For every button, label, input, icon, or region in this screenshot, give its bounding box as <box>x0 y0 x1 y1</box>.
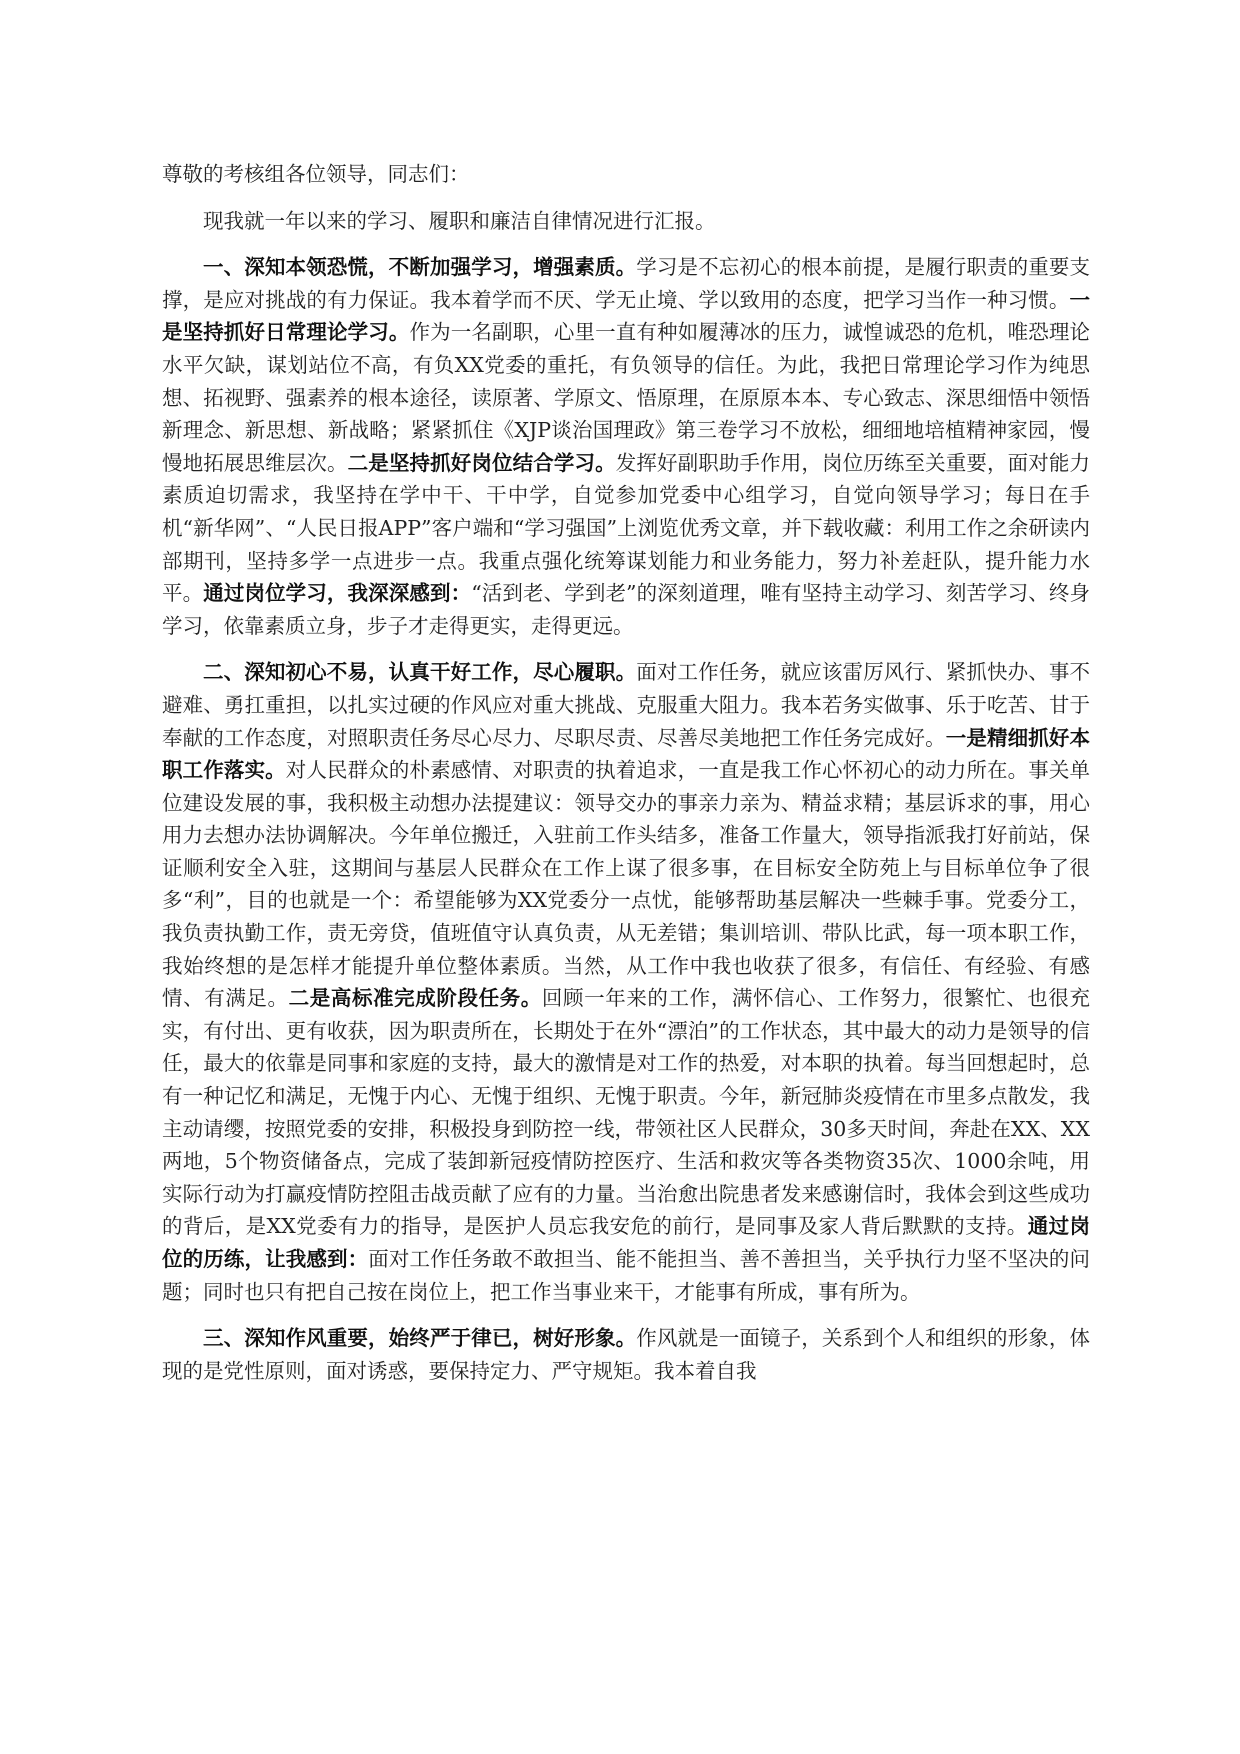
section-1-point-2-text: 发挥好副职助手作用，岗位历练至关重要，面对能力素质迫切需求，我坚持在学中干、干中学，自觉参加党委中心组学习，自觉向领导学习；每日在手机“新华网”、“人民日报APP”客户端和“学习强国”上浏览优秀文章，并下载收藏：利用工作之余研读内部期刊，坚持多学一点进步一点。我重点强化统筹谋划能力和业务能力，努力补差赶队，提升能力水平。 <box>162 450 1090 606</box>
section-1-summary-heading: 通过岗位学习，我深深感到： <box>203 581 472 606</box>
section-2-point-1-heading: 一是精细抓好本职工作落实。 <box>162 725 1090 783</box>
section-3-paragraph <box>162 1322 1090 1387</box>
document-page <box>162 158 1090 1401</box>
section-2-heading: 二、深知初心不易，认真干好工作，尽心履职。 <box>203 660 637 685</box>
salutation: 尊敬的考核组各位领导，同志们： <box>162 162 470 186</box>
section-2-summary-text: 面对工作任务敢不敢担当、能不能担当、善不善担当，关乎执行力坚不坚决的问题；同时也只有把自己按在岗位上，把工作当事业来干，才能事有所成，事有所为。 <box>162 1247 1090 1304</box>
section-3-heading: 三、深知作风重要，始终严于律已，树好形象。 <box>203 1326 637 1351</box>
section-2-summary-heading: 通过岗位的历练，让我感到： <box>162 1214 1091 1271</box>
intro-paragraph: 现我就一年以来的学习、履职和廉洁自律情况进行汇报。 <box>203 208 716 233</box>
section-1-summary-text: “活到老、学到老”的深刻道理，唯有坚持主动学习、刻苦学习、终身学习，依靠素质立身，步子才走得更实，走得更远。 <box>162 581 1091 638</box>
section-2-text: 面对工作任务，就应该雷厉风行、紧抓快办、事不避难、勇扛重担，以扎实过硬的作风应对重大挑战、克服重大阻力。我本若务实做事、乐于吃苦、甘于奉献的工作态度，对照职责任务尽心尽力、尽职尽责、尽善尽美地把工作任务完成好。 <box>162 660 1090 750</box>
section-1-point-1-text: 作为一名副职，心里一直有种如履薄冰的压力，诚惶诚恐的危机，唯恐理论水平欠缺，谋划站位不高，有负XX党委的重托，有负领导的信任。为此，我把日常理论学习作为纯思想、拓视野、强素养的根本途径，读原著、学原文、悟原理，在原原本本、专心致志、深思细悟中领悟新理念、新思想、新战略；紧紧抓住《XJP谈治国理政》第三卷学习不放松，细细地培植精神家园，慢慢地拓展思维层次。 <box>162 320 1090 475</box>
section-1-point-1-heading: 一是坚持抓好日常理论学习。 <box>162 287 1090 345</box>
section-1-point-2-heading: 二是坚持抓好岗位结合学习。 <box>347 450 616 475</box>
section-1-paragraph <box>162 251 1090 642</box>
section-2-point-1-text: 对人民群众的朴素感情、对职责的执着追求，一直是我工作心怀初心的动力所在。事关单位建设发展的事，我积极主动想办法提建议：领导交办的事亲力亲为、精益求精；基层诉求的事，用心用力去想办法协调解决。今年单位搬迁，入驻前工作头结多，准备工作量大，领导指派我打好前站，保证顺利安全入驻，这期间与基层人民群众在工作上谋了很多事，在目标安全防苑上与目标单位争了很多“利”，目的也就是一个：希望能够为XX党委分一点忧，能够帮助基层解决一些棘手事。党委分工，我负责执勤工作，责无旁贷，值班值守认真负责，从无差错；集训培训、带队比武，每一项本职工作，我始终想的是怎样才能提升单位整体素质。当然，从工作中我也收获了很多，有信任、有经验、有感情、有满足。 <box>162 758 1090 1011</box>
section-2-point-2-text: 回顾一年来的工作，满怀信心、工作努力，很繁忙、也很充实，有付出、更有收获，因为职责所在，长期处于在外“漂泊”的工作状态，其中最大的动力是领导的信任，最大的依靠是同事和家庭的支持，最大的激情是对工作的热爱，对本职的执着。每当回想起时，总有一种记忆和满足，无愧于内心、无愧于组织、无愧于职责。今年，新冠肺炎疫情在市里多点散发，我主动请缨，按照党委的安排，积极投身到防控一线，带领社区人民群众，30多天时间，奔赴在XX、XX两地，5个物资储备点，完成了装卸新冠疫情防控医疗、生活和救灾等各类物资35次、1000余吨，用实际行动为打赢疫情防控阻击战贡献了应有的力量。当治愈出院患者发来感谢信时，我体会到这些成功的背后，是XX党委有力的指导，是医护人员忘我安危的前行，是同事及家人背后默默的支持。 <box>162 986 1091 1239</box>
section-3-text: 作风就是一面镜子，关系到个人和组织的形象，体现的是党性原则，面对诱惑，要保持定力、严守规矩。我本着自我 <box>162 1326 1090 1383</box>
section-1-text: 学习是不忘初心的根本前提，是履行职责的重要支撑，是应对挑战的有力保证。我本着学而不厌、学无止境、学以致用的态度，把学习当作一种习惯。 <box>162 255 1090 312</box>
section-2-paragraph <box>162 656 1090 1308</box>
section-2-point-2-heading: 二是高标准完成阶段任务。 <box>288 986 542 1011</box>
section-1-heading: 一、深知本领恐慌，不断加强学习，增强素质。 <box>203 255 637 280</box>
